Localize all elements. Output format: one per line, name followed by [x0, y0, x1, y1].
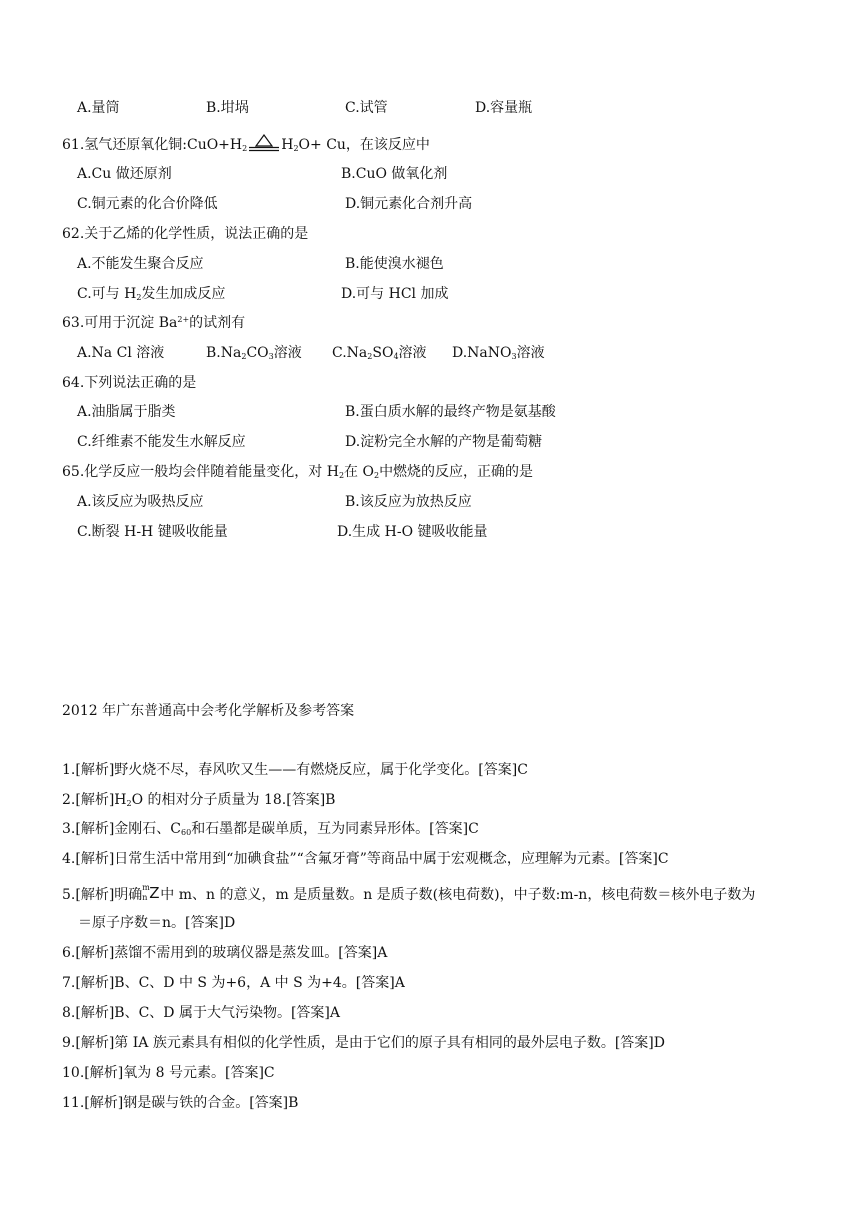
answer-10: 10.[解析]氧为 8 号元素。[答案]C	[62, 1065, 275, 1081]
heat-condition-symbol	[247, 134, 281, 154]
nuclide-symbol: m n Z	[142, 883, 160, 902]
q62-option-c: C.可与 $H_2$发生加成反应	[77, 286, 226, 302]
q61-option-a: A.Cu 做还原剂	[77, 166, 172, 182]
section-title: 2012 年广东普通高中会考化学解析及参考答案	[62, 703, 355, 719]
answer-2: 2.[解析]$H_2O$ 的相对分子质量为 18.[答案]B	[62, 792, 336, 808]
q62-stem: 62.关于乙烯的化学性质，说法正确的是	[62, 226, 309, 242]
q60-option-b: B.坩埚	[206, 100, 249, 116]
q63-stem: 63.可用于沉淀 $Ba^{2+}$的试剂有	[62, 315, 246, 331]
q60-option-c: C.试管	[345, 100, 388, 116]
answer-4: 4.[解析]日常生活中常用到“加碘食盐”“含氟牙膏”等商品中属于宏观概念，应理解为元素。[答案]C	[62, 851, 669, 867]
q61-stem: 61.氢气还原氧化铜$:CuO+H_2$ $H_2O+ Cu$，在该反应中	[62, 134, 430, 155]
q62-option-d: D.可与 HCl 加成	[341, 286, 449, 302]
q64-stem: 64.下列说法正确的是	[62, 375, 197, 391]
q65-option-a: A.该反应为吸热反应	[77, 494, 204, 510]
q62-option-b: B.能使溴水褪色	[345, 256, 444, 272]
answer-3: 3.[解析]金刚石、$C_{60}$和石墨都是碳单质，互为同素异形体。[答案]C	[62, 821, 479, 837]
q63-option-c: $C.Na_2SO_4$溶液	[332, 345, 427, 361]
q61-option-b: B.CuO 做氧化剂	[341, 166, 448, 182]
q65-option-d: D.生成 H-O 键吸收能量	[337, 524, 488, 540]
q64-option-d: D.淀粉完全水解的产物是葡萄糖	[345, 434, 543, 450]
answer-11: 11.[解析]钢是碳与铁的合金。[答案]B	[62, 1095, 299, 1111]
answer-1: 1.[解析]野火烧不尽，春风吹又生——有燃烧反应，属于化学变化。[答案]C	[62, 762, 528, 778]
answer-8: 8.[解析]B、C、D 属于大气污染物。[答案]A	[62, 1005, 340, 1021]
q60-option-a: A.量筒	[77, 100, 120, 116]
q62-option-a: A.不能发生聚合反应	[77, 256, 204, 272]
q64-option-b: B.蛋白质水解的最终产物是氨基酸	[345, 404, 556, 420]
q61-option-c: C.铜元素的化合价降低	[77, 196, 218, 212]
q63-option-d: D.NaNO$_3$溶液	[452, 345, 545, 361]
q60-option-d: D.容量瓶	[475, 100, 533, 116]
answer-9: 9.[解析]第 IA 族元素具有相似的化学性质，是由于它们的原子具有相同的最外层电子数。[答案]D	[62, 1035, 665, 1051]
q63-option-a: A.Na Cl 溶液	[77, 345, 165, 361]
answer-5-continued: ＝原子序数＝n。[答案]D	[78, 915, 236, 931]
q63-option-b: $B.Na_2CO_3$溶液	[206, 345, 302, 361]
answer-6: 6.[解析]蒸馏不需用到的玻璃仪器是蒸发皿。[答案]A	[62, 945, 388, 961]
answer-7: 7.[解析]B、C、D 中 S 为+6，A 中 S 为+4。[答案]A	[62, 975, 405, 991]
q61-option-d: D.铜元素化合剂升高	[345, 196, 473, 212]
q64-option-a: A.油脂属于脂类	[77, 404, 176, 420]
q64-option-c: C.纤维素不能发生水解反应	[77, 434, 246, 450]
q65-option-b: B.该反应为放热反应	[345, 494, 472, 510]
q65-stem: 65.化学反应一般均会伴随着能量变化，对 $H_2$在 $O_2$中燃烧的反应，正确的是	[62, 464, 534, 480]
answer-5: 5.[解析]明确 m n Z 中 m、n 的意义，m 是质量数。n 是质子数(核电荷数)，中子数:m-n，核电荷数＝核外电子数为	[62, 883, 756, 903]
q65-option-c: C.断裂 H-H 键吸收能量	[77, 524, 228, 540]
